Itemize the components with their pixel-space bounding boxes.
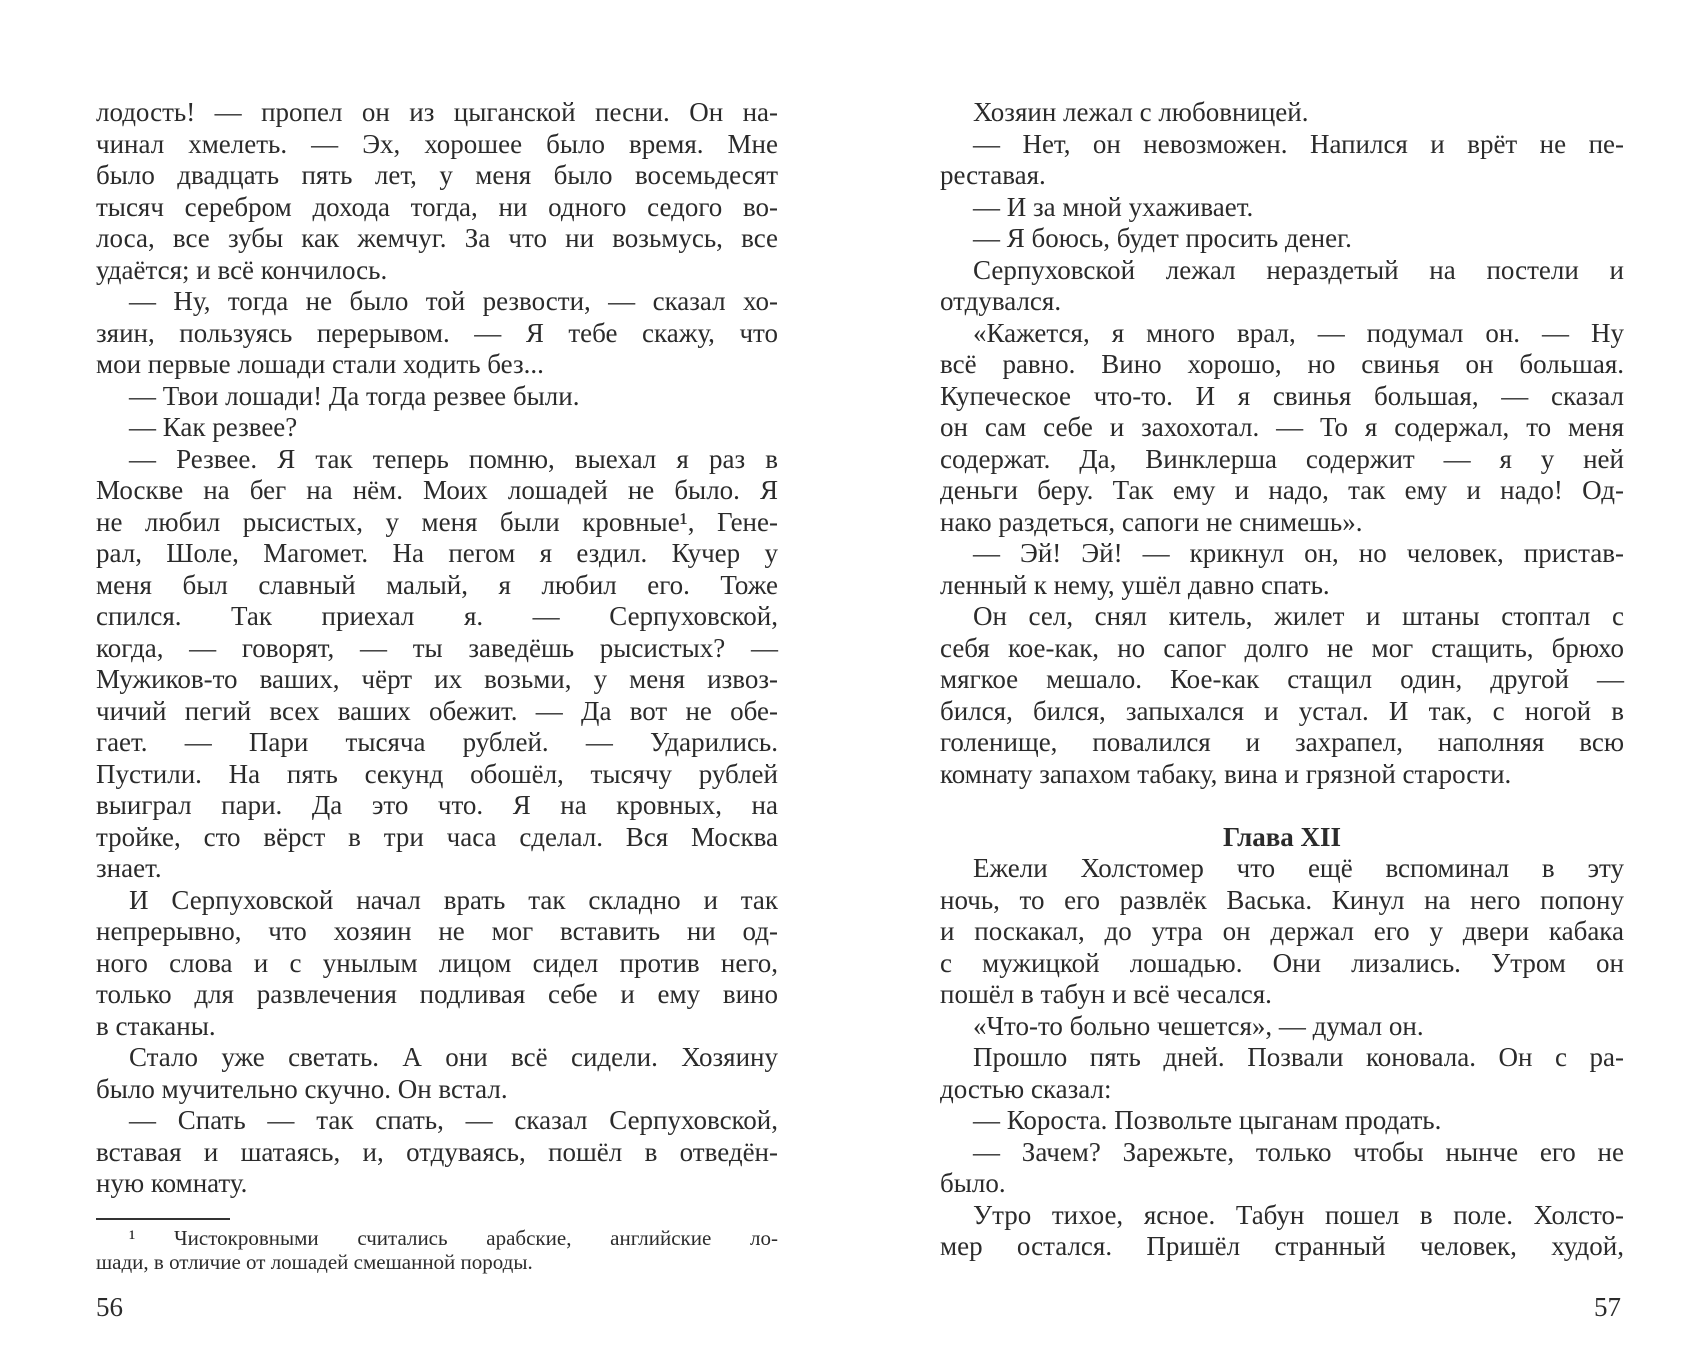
text-line: не любил рысистых, у меня были кровные¹, Гене- bbox=[96, 506, 778, 537]
page-number-right: 57 bbox=[1594, 1292, 1621, 1322]
text-line: — Резвее. Я так теперь помню, выехал я раз в bbox=[129, 443, 778, 474]
text-line: нако раздеться, сапоги не снимешь». bbox=[940, 506, 1363, 537]
paragraph bbox=[940, 1137, 1624, 1200]
text-line: — Ну, тогда не было той резвости, — сказал хо- bbox=[129, 286, 778, 316]
text-line: и поскакал, до утра он держал его у двери кабака bbox=[940, 916, 1624, 946]
text-line: когда, — говорят, — ты заведёшь рысистых? — bbox=[96, 632, 778, 663]
text-line: — И за мной ухаживает. bbox=[973, 191, 1254, 222]
text-line: было двадцать пять лет, у меня было восемьдесят bbox=[96, 160, 778, 190]
text-line: чинал хмелеть. — Эх, хорошее было время. Мне bbox=[96, 128, 778, 159]
paragraph bbox=[940, 1042, 1624, 1105]
paragraph bbox=[96, 97, 778, 286]
text-line: Москве на бег на нём. Моих лошадей не было. Я bbox=[96, 475, 778, 505]
text-line: — Я боюсь, будет просить денег. bbox=[973, 223, 1352, 253]
text-line: достью сказал: bbox=[940, 1073, 1112, 1104]
text-line: гает. — Пари тысяча рублей. — Ударились. bbox=[96, 727, 778, 757]
text-line: содержат. Да, Винклерша содержит — я у ней bbox=[940, 443, 1624, 474]
paragraph bbox=[940, 853, 1624, 1011]
text-line: «Что-то больно чешется», — думал он. bbox=[973, 1010, 1424, 1041]
paragraph bbox=[940, 192, 1624, 224]
text-line: тройке, сто вёрст в три часа сделал. Вся Москва bbox=[96, 821, 778, 852]
footnote-divider bbox=[96, 1218, 230, 1220]
text-line: деньги беру. Так ему и надо, так ему и надо! Од- bbox=[940, 475, 1624, 505]
text-line: себя кое-как, но сапог долго не мог стащить, брюхо bbox=[940, 632, 1624, 663]
text-line: И Серпуховской начал врать так складно и так bbox=[129, 884, 778, 915]
text-line: пошёл в табун и всё чесался. bbox=[940, 979, 1272, 1009]
text-line: Стало уже светать. А они всё сидели. Хозяину bbox=[129, 1042, 778, 1072]
text-line: спился. Так приехал я. — Серпуховской, bbox=[96, 601, 778, 631]
text-line: Утро тихое, ясное. Табун пошел в поле. Холсто- bbox=[973, 1199, 1624, 1230]
text-line: — Твои лошади! Да тогда резвее были. bbox=[129, 380, 580, 411]
text-line: Купеческое что-то. И я свинья большая, — сказал bbox=[940, 380, 1624, 411]
text-line: — Эй! Эй! — крикнул он, но человек, пристав- bbox=[973, 538, 1624, 568]
paragraph bbox=[940, 223, 1624, 255]
text-line: — Зачем? Зарежьте, только чтобы нынче его не bbox=[973, 1136, 1624, 1167]
text-line: тысяч серебром дохода тогда, ни одного седого во- bbox=[96, 191, 778, 222]
text-line: — Как резвее? bbox=[129, 412, 298, 442]
paragraph bbox=[96, 412, 778, 444]
text-line: вставая и шатаясь, и, отдуваясь, пошёл в отведён- bbox=[96, 1136, 778, 1167]
text-line: комнату запахом табаку, вина и грязной старости. bbox=[940, 758, 1512, 789]
paragraph bbox=[940, 1011, 1624, 1043]
paragraph bbox=[940, 1105, 1624, 1137]
text-line: непрерывно, что хозяин не мог вставить ни од- bbox=[96, 916, 778, 946]
text-line: Хозяин лежал с любовницей. bbox=[973, 97, 1309, 127]
paragraph bbox=[940, 129, 1624, 192]
paragraph bbox=[96, 885, 778, 1043]
text-line: было мучительно скучно. Он встал. bbox=[96, 1073, 508, 1104]
text-line: — Короста. Позвольте цыганам продать. bbox=[973, 1105, 1442, 1135]
text-line: знает. bbox=[96, 853, 162, 883]
footnote-line: шади, в отличие от лошадей смешанной породы. bbox=[96, 1250, 533, 1274]
text-line: ночь, то его развлёк Васька. Кинул на него попону bbox=[940, 884, 1624, 915]
paragraph bbox=[96, 1105, 778, 1200]
paragraph bbox=[940, 601, 1624, 790]
text-line: лодость! — пропел он из цыганской песни. Он на- bbox=[96, 97, 778, 127]
paragraph bbox=[940, 255, 1624, 318]
text-line: Он сел, снял китель, жилет и штаны стоптал с bbox=[973, 601, 1624, 631]
paragraph bbox=[940, 538, 1624, 601]
text-line: удаётся; и всё кончилось. bbox=[96, 254, 388, 285]
text-line: ную комнату. bbox=[96, 1168, 248, 1198]
text-line: меня был славный малый, я любил его. Тоже bbox=[96, 569, 778, 600]
page-number-left: 56 bbox=[96, 1292, 123, 1322]
text-line: лоса, все зубы как жемчуг. За что ни возьмусь, все bbox=[96, 223, 778, 253]
footnote bbox=[96, 1226, 778, 1274]
text-line: ленный к нему, ушёл давно спать. bbox=[940, 569, 1330, 600]
text-line: Мужиков-то ваших, чёрт их возьми, у меня извоз- bbox=[96, 664, 778, 694]
text-line: Ежели Холстомер что ещё вспоминал в эту bbox=[973, 853, 1624, 883]
text-line: он сам себе и захохотал. — То я содержал, то меня bbox=[940, 412, 1624, 442]
text-line: рал, Шоле, Магомет. На пегом я ездил. Кучер у bbox=[96, 538, 778, 568]
text-line: выиграл пари. Да это что. Я на кровных, на bbox=[96, 790, 778, 820]
text-line: мер остался. Пришёл странный человек, худой, bbox=[940, 1231, 1624, 1261]
paragraph bbox=[96, 286, 778, 381]
text-line: реставая. bbox=[940, 160, 1046, 190]
text-line: отдувался. bbox=[940, 286, 1062, 316]
paragraph bbox=[96, 381, 778, 413]
text-line: «Кажется, я много врал, — подумал он. — Ну bbox=[973, 317, 1624, 348]
chapter-heading: Глава XII bbox=[1222, 821, 1342, 852]
text-line: мягкое мешало. Кое-как стащил один, другой — bbox=[940, 664, 1624, 694]
text-line: зяин, пользуясь перерывом. — Я тебе скажу, что bbox=[96, 317, 778, 348]
right-page-text bbox=[940, 97, 1624, 1263]
text-line: — Нет, он невозможен. Напился и врёт не пе- bbox=[973, 128, 1624, 159]
text-line: было. bbox=[940, 1168, 1006, 1198]
text-line: Серпуховской лежал нераздетый на постели и bbox=[973, 254, 1624, 285]
paragraph bbox=[940, 97, 1624, 129]
text-line: с мужицкой лошадью. Они лизались. Утром он bbox=[940, 947, 1624, 978]
text-line: мои первые лошади стали ходить без... bbox=[96, 349, 544, 379]
text-line: Пустили. На пять секунд обошёл, тысячу рублей bbox=[96, 758, 778, 789]
text-line: голенище, повалился и захрапел, наполняя всю bbox=[940, 727, 1624, 757]
paragraph bbox=[940, 1200, 1624, 1263]
text-line: чичий пегий всех ваших обежит. — Да вот не обе- bbox=[96, 695, 778, 726]
text-line: в стаканы. bbox=[96, 1010, 216, 1041]
text-line: ного слова и с унылым лицом сидел против него, bbox=[96, 947, 778, 978]
footnote-line: ¹ Чистокровными считались арабские, английские ло- bbox=[129, 1226, 778, 1250]
left-page-text bbox=[96, 97, 778, 1200]
paragraph bbox=[96, 444, 778, 885]
text-line: Прошло пять дней. Позвали коновала. Он с ра- bbox=[973, 1042, 1624, 1072]
text-line: всё равно. Вино хорошо, но свинья он большая. bbox=[940, 349, 1624, 379]
text-line: бился, бился, запыхался и устал. И так, с ногой в bbox=[940, 695, 1624, 726]
text-line: — Спать — так спать, — сказал Серпуховской, bbox=[129, 1105, 778, 1135]
text-line: только для развлечения подливая себе и ему вино bbox=[96, 979, 778, 1009]
paragraph bbox=[940, 318, 1624, 539]
paragraph bbox=[96, 1042, 778, 1105]
